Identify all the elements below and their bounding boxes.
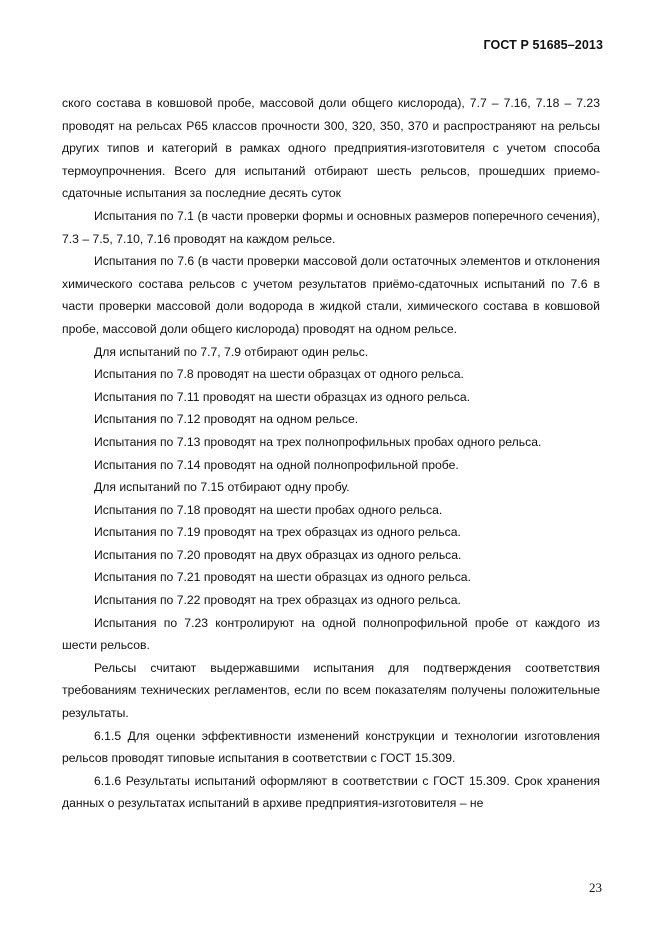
document-body (62, 92, 600, 815)
paragraph: Испытания по 7.8 проводят на шести образцах от одного рельса. (94, 367, 464, 382)
paragraph: Испытания по 7.23 контролируют на одной полнопрофильной пробе от каждого из шести рельсов. (62, 615, 600, 653)
paragraph: Испытания по 7.6 (в части проверки массовой доли остаточных элементов и отклонения химического состава рельсов с учетом результатов приёмо-сдаточных испытаний по 7.6 в части проверки массовой доли водорода в жидкой стали, химического состава в ковшовой пробе, массовой доли общего кислорода) проводят на одном рельсе. (62, 254, 600, 336)
clause-6-1-5: 6.1.5 Для оценки эффективности изменений конструкции и технологии изготовления рельсов проводят типовые испытания в соответствии с ГОСТ 15.309. (62, 728, 600, 766)
paragraph: Испытания по 7.19 проводят на трех образцах из одного рельса. (94, 525, 461, 540)
paragraph: Испытания по 7.12 проводят на одном рельсе. (94, 412, 359, 427)
paragraph: Испытания по 7.18 проводят на шести пробах одного рельса. (94, 502, 443, 517)
paragraph: Испытания по 7.13 проводят на трех полнопрофильных пробах одного рельса. (94, 434, 542, 449)
paragraph: Испытания по 7.22 проводят на трех образцах из одного рельса. (94, 593, 461, 608)
paragraph: Для испытаний по 7.7, 7.9 отбирают один рельс. (94, 344, 369, 359)
clause-6-1-6: 6.1.6 Результаты испытаний оформляют в соответствии с ГОСТ 15.309. Срок хранения данных о результатах испытаний в архиве предприятия-изготовителя – не (62, 773, 600, 811)
document-header-standard-code: ГОСТ Р 51685–2013 (483, 38, 603, 52)
paragraph: Испытания по 7.21 проводят на шести образцах из одного рельса. (94, 570, 471, 585)
paragraph: Рельсы считают выдержавшими испытания для подтверждения соответствия требованиям технических регламентов, если по всем показателям получены положительные результаты. (62, 660, 600, 721)
paragraph: Испытания по 7.14 проводят на одной полнопрофильной пробе. (94, 457, 459, 472)
paragraph: Испытания по 7.20 проводят на двух образцах из одного рельса. (94, 547, 462, 562)
paragraph: Испытания по 7.1 (в части проверки формы и основных размеров поперечного сечения), 7.3 – 7.5, 7.10, 7.16 проводят на каждом рельсе. (62, 208, 600, 246)
paragraph-continuation: ского состава в ковшовой пробе, массовой доли общего кислорода), 7.7 – 7.16, 7.18 – 7.23 проводят на рельсах Р65 классов прочности 300, 320, 350, 370 и распространяют на рельсы других типов и категорий в рамках одного предприятия-изготовителя с учетом способа термоупрочнения. Всего для испытаний отбирают шесть рельсов, прошедших приемо-сдаточные испытания за последние десять суток (62, 96, 600, 201)
paragraph: Испытания по 7.11 проводят на шести образцах из одного рельса. (94, 389, 471, 404)
paragraph: Для испытаний по 7.15 отбирают одну пробу. (94, 480, 350, 495)
page-number: 23 (589, 880, 602, 895)
